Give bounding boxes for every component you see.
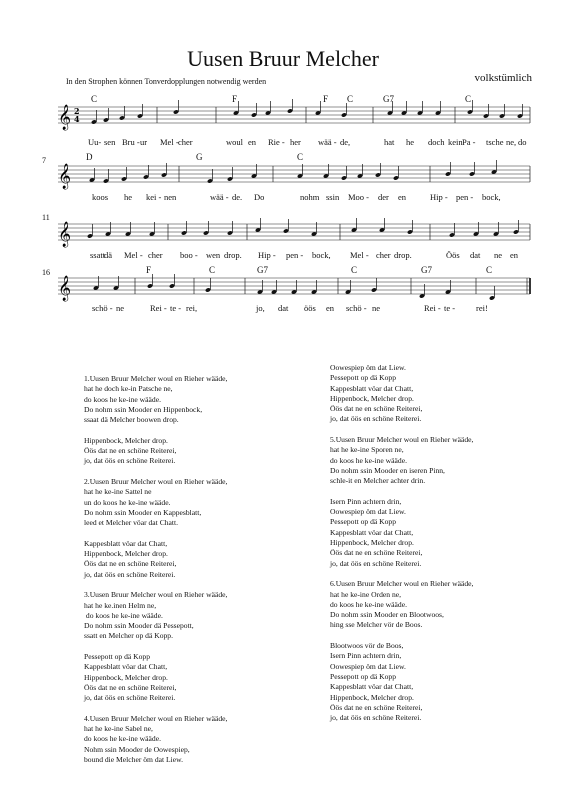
measure-number: 7 (42, 156, 46, 165)
measure-number: 11 (42, 213, 50, 222)
chord: D (86, 152, 93, 162)
chord: C (351, 265, 358, 275)
lyric-syllable: Mel - (124, 250, 143, 260)
lyric-syllable: rei! (476, 303, 488, 313)
lyric-syllable: wää - (318, 137, 337, 147)
verse-block: Kappesblatt vöar dat Chatt, Hippenbock, Melcher drop. Öös dat ne en schöne Reiterei, jo, dat öös en schöne Reiterei. (84, 538, 177, 579)
lyric-syllable: Rei - (150, 303, 167, 313)
lyric-syllable: sen (104, 137, 116, 147)
verse-block: Isern Pinn achtern drin, Oowespiep öm dat Liew. Pessepott op dä Kopp Kappesblatt vöar dat Chatt, Hippenbock, Melcher drop. Öös dat ne en schöne Reiterei, jo, dat öös en schöne Reiterei. (330, 496, 423, 568)
treble-clef-icon: 𝄞 (58, 164, 72, 189)
lyric-syllable: kei - (146, 192, 162, 202)
chord: C (91, 94, 98, 104)
lyric-syllable: en (398, 192, 407, 202)
lyric-syllable: he (406, 137, 415, 147)
chord: G7 (257, 265, 268, 275)
verses-left-column (84, 374, 227, 776)
verse-block: 5.Uusen Bruur Melcher woul en Rieher wääde, hat he ke-ine Sporen ne, do koos he ke-ine wääde. Do nohm ssin Mooder en iseren Pinn, schle-it en Melcher achter drin. (330, 435, 474, 486)
verse-block: Pessepott op dä Kopp Kappesblatt vöar dat Chatt, Hippenbock, Melcher drop. Öös dat ne en schöne Reiterei, jo, dat öös en schöne Reiterei. (84, 652, 177, 703)
verse-block: Hippenbock, Melcher drop. Öös dat ne en schöne Reiterei, jo, dat öös en schöne Reiterei. (84, 435, 177, 466)
lyric-syllable: nen (164, 192, 177, 202)
lyric-syllable: pen - (456, 192, 474, 202)
performance-note: In den Strophen können Tonverdopplungen notwendig werden (66, 77, 267, 86)
lyric-syllable: en (510, 250, 519, 260)
lyric-syllable: Rie - (268, 137, 285, 147)
lyric-syllable: he (124, 192, 133, 202)
lyric-syllable: boo - (180, 250, 198, 260)
chord: G (196, 152, 203, 162)
lyric-syllable: ne (494, 250, 503, 260)
chord: C (486, 265, 493, 275)
verse-block: 6.Uusen Bruur Melcher woul en Rieher wääde, hat he ke-ine Orden ne, do koos he ke-ine wääde. Do nohm ssin Mooder en Blootwoos, hing sse Melcher vör de Boos. (330, 579, 474, 630)
measure-number: 16 (42, 268, 50, 277)
lyric-syllable: do (518, 137, 527, 147)
lyric-syllable: ssin (326, 192, 340, 202)
lyric-syllable: dä (104, 250, 113, 260)
verse-block: Blootwoos vör de Boos, Isern Pinn achtern drin, Oowespiep öm dat Liew. Pessepott op dä Kopp Kappesblatt vöar dat Chatt, Hippenbock, Melcher drop. Öös dat ne en schöne Reiterei, jo, dat öös en schöne Reiterei. (330, 641, 423, 723)
verse-block: 2.Uusen Bruur Melcher woul en Rieher wääde, hat he ke-ine Sattel ne un do koos he ke-ine wääde. Do nohm ssin Mooder en Kappesblatt, leed et Melcher vöar dat Chatt. (84, 476, 228, 528)
verses-right-column (330, 363, 473, 734)
lyric-syllable: rei, (186, 303, 198, 313)
lyric-syllable: wen (206, 250, 221, 260)
treble-clef-icon: 𝄞 (58, 105, 72, 130)
lyric-syllable: öös (304, 303, 316, 313)
lyric-syllable: de, (340, 137, 351, 147)
staff-lines (0, 210, 566, 260)
lyric-syllable: wää - (210, 192, 229, 202)
lyric-syllable: de. (232, 192, 243, 202)
lyric-syllable: der (378, 192, 389, 202)
lyric-syllable: cher (376, 250, 391, 260)
lyric-syllable: Do (254, 192, 265, 202)
lyric-syllable: Öös (446, 250, 460, 260)
chord: G7 (383, 94, 394, 104)
chord: C (297, 152, 304, 162)
lyric-syllable: hat (384, 137, 395, 147)
lyric-syllable: cher (148, 250, 163, 260)
lyric-syllable: dat (470, 250, 481, 260)
lyric-syllable: te - (170, 303, 182, 313)
verse-block: Oowespiep öm dat Liew. Pessepott op dä Kopp Kappesblatt vöar dat Chatt, Hippenbock, Melcher drop. Öös dat ne en schöne Reiterei, jo, dat öös en schöne Reiterei. (330, 363, 423, 424)
chord: C (465, 94, 472, 104)
lyric-syllable: bock, (312, 250, 331, 260)
lyric-syllable: Hip - (430, 192, 448, 202)
staff-system-4 (0, 263, 566, 339)
lyric-syllable: schö - (346, 303, 367, 313)
verse-block: 3.Uusen Bruur Melcher woul en Rieher wääde, hat he ke.inen Helm ne, do koos he ke-ine wääde. Do nohm ssin Mooder dä Pessepott, ssatt en Melcher op dä Kopp. (84, 590, 228, 641)
lyric-syllable: ssatt (90, 250, 106, 260)
lyric-syllable: tsche (486, 137, 504, 147)
lyric-syllable: ne, (506, 137, 517, 147)
song-title: Uusen Bruur Melcher (187, 46, 379, 71)
lyric-syllable: en (326, 303, 335, 313)
lyric-syllable: Mel - (160, 137, 179, 147)
lyric-syllable: drop. (394, 250, 412, 260)
treble-clef-icon: 𝄞 (58, 276, 72, 301)
lyric-syllable: woul (226, 137, 243, 147)
lyric-syllable: her (290, 137, 301, 147)
staff-lines (0, 148, 566, 198)
chord: G7 (421, 265, 432, 275)
chord: F (146, 265, 152, 275)
lyric-syllable: Hip - (258, 250, 276, 260)
lyric-syllable: Moo - (348, 192, 370, 202)
lyric-syllable: dat (278, 303, 289, 313)
lyric-syllable: koos (92, 192, 109, 202)
verse-block: 4.Uusen Bruur Melcher woul en Rieher wääde, hat he ke-ine Sabel ne, do koos he ke-ine wääde. Nohm ssin Mooder de Oowespiep, bound die Melcher öm dat Liew. (84, 713, 228, 764)
lyric-syllable: Rei - (424, 303, 441, 313)
lyric-syllable: en (248, 137, 257, 147)
lyric-syllable: jo, (256, 303, 265, 313)
treble-clef-icon: 𝄞 (58, 222, 72, 247)
lyric-syllable: Pa - (462, 137, 476, 147)
lyric-syllable: pen - (286, 250, 304, 260)
lyric-syllable: cher (178, 137, 193, 147)
time-signature: 2 (74, 106, 80, 116)
staff-lines (0, 92, 566, 142)
svg-text:4: 4 (74, 114, 80, 124)
lyric-syllable: nohm (300, 192, 320, 202)
lyric-syllable: ur (140, 137, 148, 147)
lyric-syllable: drop. (224, 250, 242, 260)
chord: F (323, 94, 329, 104)
verse-block: 1.Uusen Bruur Melcher woul en Rieher wääde, hat he doch ke-in Patsche ne, do koos he ke-ine wääde. Do nohm ssin Mooder en Hippenbock, ssaat dä Melcher boowen drop. (84, 374, 228, 425)
lyric-syllable: doch (428, 137, 445, 147)
lyric-syllable: schö - (92, 303, 113, 313)
chord: C (209, 265, 216, 275)
lyric-syllable: Mel - (350, 250, 369, 260)
lyric-syllable: kein (448, 137, 463, 147)
lyric-syllable: ne (116, 303, 125, 313)
lyric-syllable: ne (372, 303, 381, 313)
chord: C (347, 94, 354, 104)
lyric-syllable: te - (444, 303, 456, 313)
chord: F (232, 94, 238, 104)
lyric-syllable: Uu- (88, 137, 102, 147)
composer-credit: volkstümlich (474, 72, 532, 84)
lyric-syllable: bock, (482, 192, 501, 202)
lyric-syllable: Bru - (122, 137, 140, 147)
